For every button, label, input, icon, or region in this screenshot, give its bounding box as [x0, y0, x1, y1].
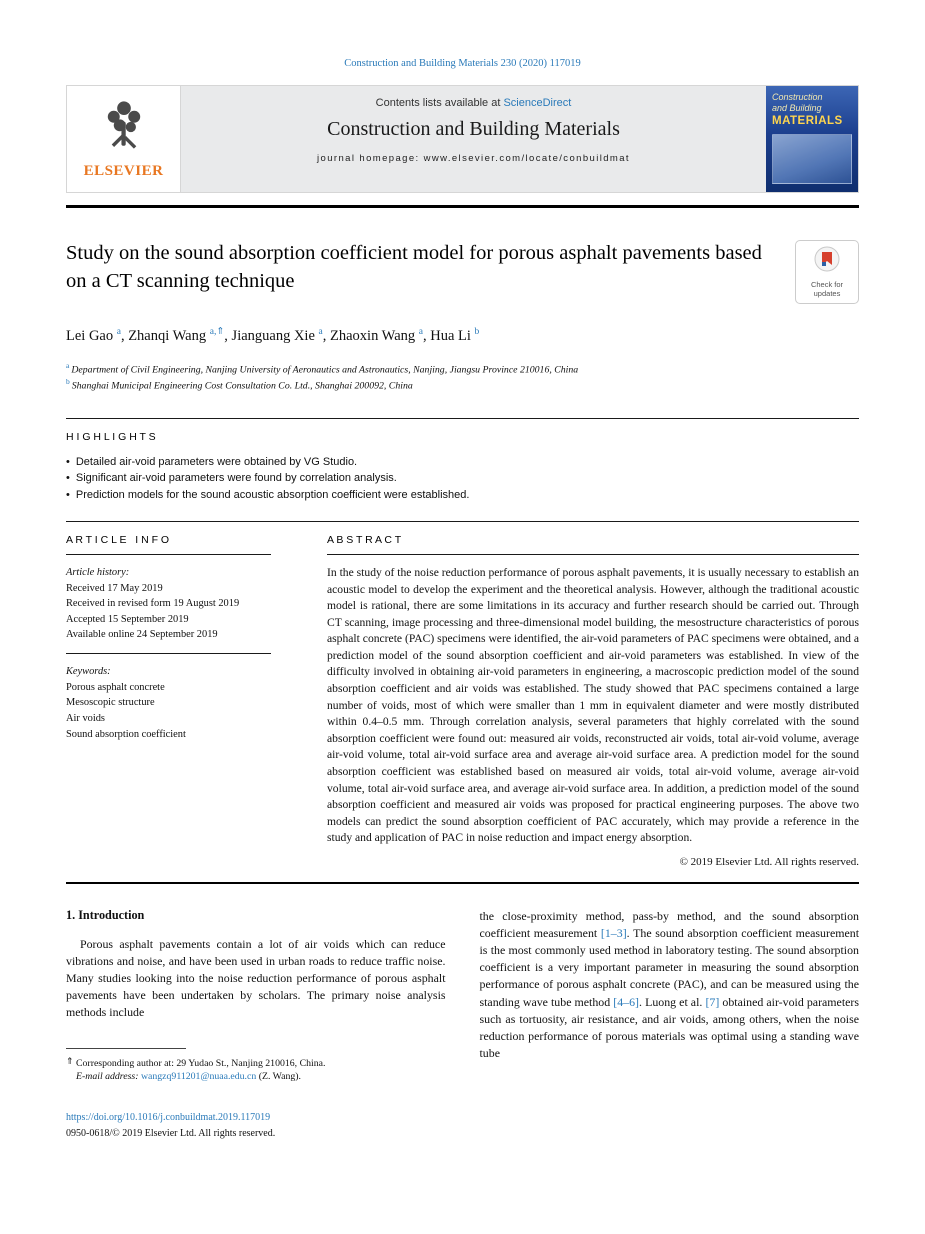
highlight-item: • Detailed air-void parameters were obtained by VG Studio. — [66, 455, 358, 468]
corresponding-author-footnote — [66, 1022, 446, 1083]
article-info-column — [66, 534, 271, 868]
cover-image — [772, 134, 852, 184]
highlight-item: • Significant air-void parameters were found by correlation analysis. — [66, 472, 397, 485]
crossmark-icon — [814, 259, 840, 276]
contents-prefix: Contents lists available at — [375, 97, 504, 109]
journal-title: Construction and Building Materials — [327, 118, 620, 140]
journal-cover-thumbnail[interactable] — [766, 86, 858, 192]
citation-link[interactable]: [1–3] — [600, 925, 627, 940]
article-info-abstract-block — [66, 521, 859, 884]
cover-title-line3: MATERIALS — [772, 114, 843, 127]
footnote-rule — [66, 1048, 186, 1049]
journal-homepage: journal homepage: www.elsevier.com/locate/conbuildmat — [317, 153, 630, 164]
cover-title-line1: Construction — [772, 92, 823, 102]
contents-line — [181, 97, 766, 109]
cover-title-line2: and Building — [772, 102, 822, 113]
journal-reference-line — [66, 58, 859, 69]
citation-link[interactable]: [4–6] — [613, 994, 640, 1009]
section-heading-introduction: 1. Introduction — [66, 907, 145, 922]
article-info-heading: A R T I C L E I N F O — [66, 534, 271, 555]
affiliation: $^b$ Shanghai Municipal Engineering Cost Consultation Co. Ltd., Shanghai 200092, China — [66, 377, 413, 392]
article-title: Study on the sound absorption coefficient model for porous asphalt pavements based on a CT scanning technique — [66, 242, 762, 292]
author: , Zhanqi Wang $^{a,⇑}$ — [120, 326, 225, 344]
history-line: Accepted 15 September 2019 — [66, 613, 189, 625]
author: , Hua Li $^b$ — [423, 326, 480, 344]
keyword: Sound absorption coefficient — [66, 728, 186, 740]
bullet-icon: • — [66, 488, 70, 501]
citation-link[interactable]: [7] — [705, 994, 720, 1009]
keyword: Porous asphalt concrete — [66, 681, 165, 693]
author-line — [66, 326, 859, 345]
intro-paragraph-right: the close-proximity method, pass-by method, and the sound absorption coefficient measurement [1–3]. The sound absorption coefficient measurement is the most commonly used method in laboratory testing. The sound absorption coefficient is a very important parameter in measuring the sound absorption performance of porous asphalt concrete (PAC), and can be measured using the standing wave tube method [4–6]. Luong et al. [7] obtained air-void parameters such as tortuosity, air resistance, and air voids, among others, when the noise reduction performance of porous materials was optimal using a standing wave tube — [479, 908, 859, 1060]
footnote-email-line: E-mail address: wangzq911201@nuaa.edu.cn (Z. Wang). — [76, 1071, 302, 1083]
article-history-label: Article history: — [66, 567, 130, 579]
bullet-icon: • — [66, 455, 70, 468]
page-footer — [66, 1110, 859, 1141]
intro-paragraph-left: Porous asphalt pavements contain a lot of air voids which can reduce vibrations and noise, and have been used in urban roads to reduce traffic noise. Many studies looking into the noise reduction performance of porous asphalt pavements have been undertaken by scholars. The primary noise analysis methods include — [66, 936, 446, 1020]
keyword: Air voids — [66, 712, 105, 724]
abstract-heading: A B S T R A C T — [327, 534, 859, 555]
affiliation: $^a$ Department of Civil Engineering, Nanjing University of Aeronautics and Astronautics, Nanjing, Jiangsu Province 210016, China — [66, 360, 579, 375]
journal-masthead — [181, 86, 766, 192]
author-affil-sup[interactable]: a — [318, 326, 323, 337]
author-affil-sup[interactable]: a — [116, 326, 121, 337]
elsevier-tree-icon — [98, 98, 150, 161]
check-for-updates-badge[interactable] — [795, 240, 859, 304]
article-history — [66, 565, 271, 654]
history-line: Received in revised form 19 August 2019 — [66, 598, 240, 610]
highlight-item: • Prediction models for the sound acoustic absorption coefficient were established. — [66, 488, 470, 501]
history-line: Available online 24 September 2019 — [66, 629, 218, 641]
elsevier-wordmark: ELSEVIER — [83, 163, 164, 179]
abstract-text: In the study of the noise reduction performance of porous asphalt pavements, it is usually necessary to establish an acoustic model to develop the experiment and the theoretical analysis. However, although the traditional acoustic model is rational, there are some limitations in its accuracy and further research should be carried out. Through CT scanning, image processing and three-dimensional model building, the mesostructure characteristics of porous asphalt concrete (PAC) specimens were identified, the air-void parameters of PAC specimens were obtained, and a prediction model of the sound absorption coefficient and air-void parameters was established. In view of the difficulty involved in obtaining air-void parameters in engineering, a macroscopic prediction model of the sound absorption coefficient and air voids was established. The study showed that PAC specimens contained a large number of voids, most of which were smaller than 1 mm in equivalent diameter and were mostly distributed within 0.4–0.5 mm. Through correlation analysis, several parameters that highly correlated with the sound absorption coefficient were found out: measured air voids, reconstructed air voids, total air-void volume, average air-void volume, total air-void surface area and average air-void surface area. A prediction model for the sound absorption coefficient was established based on measured air voids, total air-void volume, average air-void volume, total air-void surface area, and average air-void surface area. In addition, a prediction model of the sound absorption coefficient and measured air voids was proposed for practical engineering purposes. The above two models can predict the sound absorption coefficient of PAC accurately, which may provide a reference in the study and application of PAC in noise reduction and impact energy absorption. — [327, 566, 859, 845]
author-affil-sup[interactable]: a — [418, 326, 423, 337]
keyword: Mesoscopic structure — [66, 697, 155, 709]
author: Lei Gao $^a$ — [66, 326, 121, 344]
elsevier-logo[interactable] — [67, 86, 181, 192]
section-rule — [66, 418, 859, 419]
body-columns — [66, 908, 859, 1082]
doi-link[interactable]: https://doi.org/10.1016/j.conbuildmat.2019.117019 — [66, 1112, 271, 1124]
abstract-copyright: © 2019 Elsevier Ltd. All rights reserved. — [679, 855, 859, 868]
author-affil-sup[interactable]: a,⇑ — [209, 326, 225, 337]
affiliations — [66, 361, 859, 394]
keywords-label: Keywords: — [66, 666, 111, 678]
email-link[interactable]: wangzq911201@nuaa.edu.cn — [140, 1071, 257, 1083]
highlights-heading: H I G H L I G H T S — [66, 430, 156, 443]
history-line: Received 17 May 2019 — [66, 582, 163, 594]
header-rule — [66, 205, 859, 208]
keywords-section — [66, 664, 271, 742]
author: , Jianguang Xie $^a$ — [224, 326, 323, 344]
highlights-list — [66, 454, 859, 504]
journal-reference-link[interactable]: Construction and Building Materials 230 (2020) 117019 — [344, 58, 581, 69]
abstract-column — [327, 534, 859, 868]
body-left-column — [66, 908, 446, 1082]
sciencedirect-link[interactable]: ScienceDirect — [503, 97, 572, 109]
journal-header — [66, 85, 859, 193]
author-affil-sup[interactable]: b — [474, 326, 480, 337]
check-for-updates-label: Check for updates — [810, 280, 844, 299]
footnote-text: ⇑ Corresponding author at: 29 Yudao St., Nanjing 210016, China. — [66, 1055, 326, 1069]
author: , Zhaoxin Wang $^a$ — [322, 326, 423, 344]
bullet-icon: • — [66, 472, 70, 485]
body-right-column — [480, 908, 860, 1082]
issn-copyright-line: 0950-0618/© 2019 Elsevier Ltd. All rights reserved. — [66, 1127, 276, 1139]
